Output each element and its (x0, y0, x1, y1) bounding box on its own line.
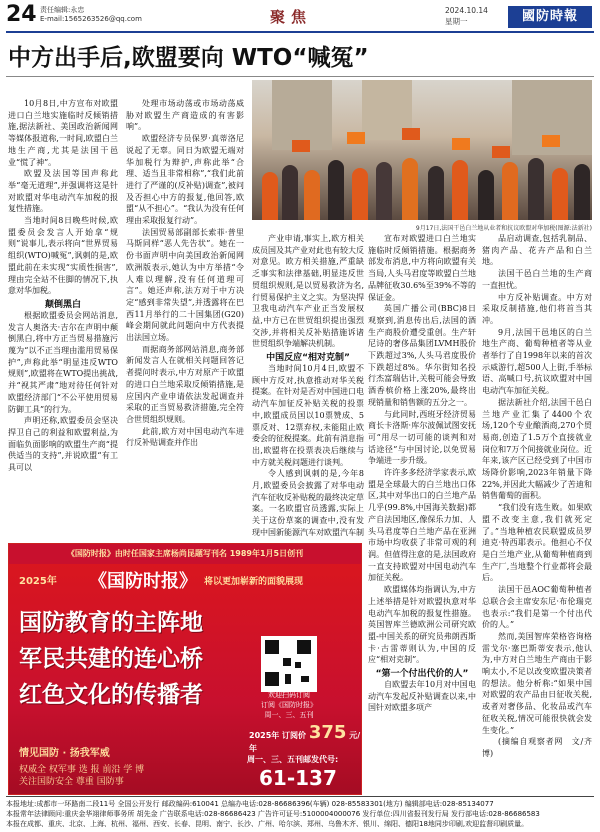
price-unit: 元/年 (249, 731, 361, 753)
ad-slogan-line-1: 国防教育的主阵地 (19, 610, 203, 636)
price-value: 375 (308, 722, 347, 743)
paragraph: 自欧盟去年10月对中国电动汽车发起反补贴调查以来,中国针对欧盟多项产 (368, 680, 476, 713)
editor-info (40, 6, 142, 24)
ad-slogan-line-3: 红色文化的传播者 (19, 682, 203, 708)
paragraph: 欧盟及法国等国声称此举“毫无道理”,并强调将这是针对欧盟对华电动汽车加税的报复性措施。 (8, 169, 118, 214)
paragraph: 法国干邑白兰地的生产商一直担忧。 (482, 269, 592, 290)
paragraph: 令人感到讽刺的是,今年8月,欧盟委员会披露了对华电动汽车征收反补贴税的最终决定草案。一名欧盟官员透露,实际上关于这份草案的调查中,没有发现中国新能源汽车对欧盟汽车制 (252, 469, 364, 537)
paragraph: 英国广播公司(BBC)8日观察到,消息传出后,法国的酒生产商股价遭受重创。生产轩尼诗的奢侈品集团LVMH股价下跌超过3%,人头马君度股价下跌超过8%。华尔街知名投行杰富瑞估计,关税可能会导致酒香槟价格上涨20%,最终出现销量和销售额的五分之一。 (368, 304, 476, 407)
ad-year-tail: 将以更加崭新的面貌展现 (204, 577, 304, 587)
subscription-price (249, 722, 361, 754)
paragraph: 品启动调查,包括乳制品、猪肉产品、花卉产品和白兰地。 (482, 234, 592, 267)
paragraph: 宣布对欧盟进口白兰地实施临时反倾销措施。根据商务部发布消息,中方将向欧盟有关当局,人头马君度等欧盟白兰地品牌征收30.6%至39%不等的保证金。 (368, 234, 476, 302)
ad-logo: 《国防时报》 (89, 571, 197, 592)
paragraph: “我们没有选生败。如果欧盟不改变主意,我们就死定了。”当地种植农民联盟成员罗迪克·特西耶表示。他担心不仅是白兰地产业,从葡萄种植商到生产厂,当地整个行业都将会最后。 (482, 503, 592, 583)
price-prefix: 2025年 订阅价 (249, 731, 307, 740)
postal-code: 61-137 (259, 766, 337, 790)
qr-label-3: 周一、三、五刊 (264, 711, 314, 719)
paragraph: 法国干邑AOC葡萄种植者总联合会主席安东尼·布伦瑞克也表示:“我们是第一个付出代价的人。” (482, 585, 592, 630)
article-column-3 (252, 233, 364, 540)
photo-caption: 9月17日,法国干邑白兰地从业者和抗议欧盟对华加税(图源:法新社) (415, 225, 592, 232)
article-column-5 (482, 233, 592, 793)
newspaper-logo: 國防時報 (508, 6, 592, 28)
subheading: 中国反应“相对克制” (266, 353, 350, 364)
paragraph: 产业申请,事实上,欧方相关成员国及其产业对此也有较大反对意见。欧方相关措施,严重缺乏事实和法律基础,明显违反世贸组织规则,是以贸易救济为名,行贸易保护主义之实。为坚决捍卫我电动汽车产业正当发展权益,中方已在世贸组织提出强烈交涉,并将相关反补贴措施诉诸世贸组织争端解决机制。 (252, 234, 364, 349)
paragraph: 据法新社介绍,法国干邑白兰地产业汇集了4400个农场,120个专业酿酒商,270个贸易商,创造了1.5万个直接就业岗位和7万个间接就业岗位。近年来,该产区已经受到了中国市场降价影响,2023年销量下降22%,并因此大幅减少了苦迪和销售葡萄的面积。 (482, 397, 592, 501)
protest-photo (252, 80, 592, 220)
headline: 中方出手后,欧盟要向 WTO“喊冤” (8, 45, 369, 71)
paragraph: 处理市场动荡或市场动荡威胁对欧盟生产商造成的有害影响”。 (126, 99, 244, 132)
subheading: 颠倒黑白 (44, 299, 81, 310)
paragraph: 中方反补贴调查。中方对采取反制措施,他们将首当其冲。 (482, 292, 592, 325)
issue-date: 2024.10.14 (445, 6, 488, 15)
qr-label: 欢迎扫码订阅 (268, 691, 310, 699)
ad-motto: 情见国防 · 扬我军威 (19, 748, 110, 759)
headline-rule (6, 76, 594, 77)
subscription-advertisement (8, 543, 362, 795)
editor-name: 责任编辑:永忠 (40, 6, 85, 14)
footer-line-2: 本报常年法律顾问:重庆金华翊律师事务所 胡先金 广告联系电话:028-86686423 广告许可证号:5100004000076 发行单位:四川省报刊发行局 发行部电话:028-86686583 (6, 810, 540, 818)
paragraph: 9月,法国干邑地区的白兰地生产商、葡萄种植者等从业者举行了自1998年以来的首次示威游行,超500人上街,手举标语、高喊口号,抗议欧盟对中国电动汽车加征关税。 (482, 327, 592, 396)
paragraph: 欧盟媒体均指调认为,中方上述举措是针对欧盟执意对华电动汽车加税的报复性措施。英国智库兰德欧洲公司研究欧盟-中国关系的研究员弗朗西斯卡·古雷蒂则认为,中国的反应“相对克制”。 (368, 585, 476, 665)
header-rule (6, 31, 594, 33)
paragraph: 此前,欧方对中国电动汽车进行反补贴调查并作出 (126, 426, 244, 448)
paragraph: 然而,美国智库荣格咨询格雷戈尔·塞巴斯蒂安表示,他认为,中方对白兰地生产商由于影响太小,不足以改变欧盟决策者的想法。他分析称:“如果中国对欧盟的农产品由日征收关税,或者对奢侈品、化妆品或汽车征收关税,情况可能很快就会发生变化。” (482, 631, 592, 735)
paragraph: 欧盟经济专员保罗·真蒂洛尼说起了无辜。同日为欧盟无端对华加税行为辩护,声称此举“合理、适当且非常相称”,“我们此前进行了严谨的(反补贴)调查”,被问及否担心中方的报复,他回答,欧盟“从不担心”。“我认为没有任何理由采取报复行动”。 (126, 134, 244, 226)
ad-top-banner: 《国防时报》由时任国家主席杨尚昆题写刊名 1989年1月5日创刊 (9, 544, 361, 564)
paragraph: 根据欧盟委员会网站消息,发言人奥洛夫·吉尔在声明中颠倒黑白,将中方正当贸易措施污蔑为“以不正当理由滥用贸易保护”,声称此举“明显违反WTO规则”,欧盟将在WTO提出挑战,并“视其严肃”地对待任何针对欧盟经济部门“不公平使用贸易防御工具”的行为。 (8, 310, 118, 414)
issue-weekday: 星期一 (445, 17, 468, 26)
date-block (445, 5, 488, 27)
page-number: 24 (6, 2, 37, 27)
footer-rule (6, 796, 594, 797)
article-column-1 (8, 98, 118, 540)
article-column-4 (368, 233, 476, 793)
paragraph: 与此同时,西班牙经济贸易商长卡洛斯·库尔波佩试图安抚可“用尽一切可能的谈判和对话途径”与中国讨论,以免贸易争端进一步升级。 (368, 409, 476, 466)
subheading: “第一个付出代价的人” (375, 669, 469, 680)
postal-code-label: 周一、三、五刊邮发代号: (247, 755, 339, 764)
paragraph: 声明还称,欧盟委员会坚决捍卫自己的利益和欧盟利益,为面临负面影响的欧盟生产商“提供适当的支持”,并说欧盟“有工具可以 (8, 416, 118, 473)
footer-line-1: 本报地址:成都市一环路南二段11号 全国公开发行 邮政编码:610041 总编办电话:028-86686396(车辆) 028-85583301(地方) 编辑部电话:028-85134077 (6, 800, 494, 808)
byline: (摘编自观察者网 文/齐博) (482, 737, 592, 758)
section-title: 聚焦 (270, 8, 313, 26)
ad-subline-1: 权威全 权军事 选 报 前沿 学 博 (19, 765, 145, 775)
masthead (0, 0, 600, 34)
ad-slogan-line-2: 军民共建的连心桥 (19, 646, 203, 672)
paragraph: 当地时间8日晚些时候,欧盟委员会发言人开始拿“规则”说事儿,表示将向“世界贸易组织(WTO)喊冤”,讽刺的是,欧盟此前在未实现“实质性损害”,理由完全站不住脚的情况下,执意对华加税。 (8, 216, 118, 296)
footer-line-3: 本报在成都、重庆、北京、上海、杭州、福州、西安、长春、昆明、南宁、长沙、广州、哈尔滨、郑州、乌鲁木齐、银川、绵阳、德阳18地同步印刷,欢迎监督印刷质量。 (6, 820, 529, 828)
paragraph: 当地时间10月4日,欧盟不顾中方反对,执意推动对华关税提案。在针对是否对中国进口电动汽车加征反补贴关税的投票中,欧盟成员国以10票赞成、5票反对、12票弃权,未能阻止欧委会的征税提案。此前有消息指出,欧盟将在投票表决后继续与中方就关税问题进行谈判。 (252, 364, 364, 467)
paragraph: 法国贸易部副部长索菲·普里马斯同样“恶人先告状”。她在一份书面声明中向美国政治新闻网欧洲版表示,她认为中方举措“令人难以理解,没有任何道理可言”。她还声称,法方对于中方决定“感到非常失望”,并透露将在巴西11月举行的二十国集团(G20)峰会期间就此问题向中方代表提出法国立场。 (126, 227, 244, 343)
paragraph: 许许多多经济学家表示,欧盟是全球最大的白兰地出口体区,其中对华出口的白兰地产品几乎(99.8%,中国海关数据)都产自法国地区,像保乐力加、人头马君度等白兰地产品在亚洲市场中均收获了非常可观的利润。但值得注意的是,法国政府一直支持欧盟对中国电动汽车加征关税。 (368, 468, 476, 583)
paragraph: 而据商务部网站消息,商务部新闻发言人在就相关问题回答记者提问时表示,中方对原产于欧盟的进口白兰地采取反倾销措施,是应国内产业申请依法发起调查并采取的正当贸易救济措施,完全符合世贸组织规则。 (126, 344, 244, 424)
qr-label-2: 订阅《国防时报》 (261, 701, 317, 709)
editor-email: E-mail:1565263526@qq.com (40, 15, 142, 23)
article-column-2 (126, 98, 244, 540)
paragraph: 10月8日,中方宣布对欧盟进口白兰地实施临时反倾销措施,据法新社、美国政治新闻网等媒体报道称,一时间,欧盟白兰地生产商,尤其是法国干邑业“慌了神”。 (8, 99, 118, 167)
ad-year: 2025年 (19, 576, 57, 587)
ad-subline-2: 关注国防安全 尊重 国防事 (19, 777, 124, 787)
qr-code[interactable] (261, 636, 317, 692)
